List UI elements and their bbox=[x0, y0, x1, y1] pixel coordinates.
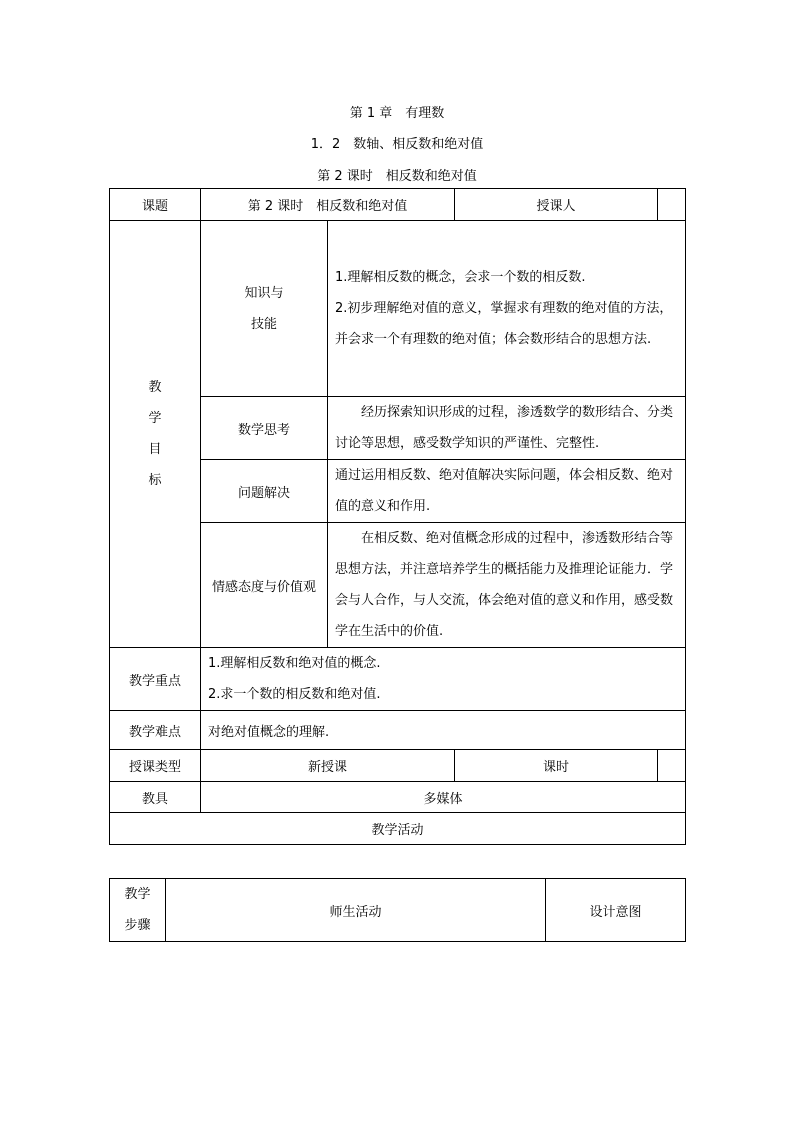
key-points-label: 教学重点 bbox=[110, 648, 201, 711]
lesson-plan-table bbox=[109, 188, 686, 845]
lesson-type-value: 新授课 bbox=[201, 750, 455, 782]
knowledge-skill-label: 知识与 技能 bbox=[201, 221, 328, 397]
topic-label: 课题 bbox=[110, 189, 201, 221]
steps-label: 教学 步骤 bbox=[110, 879, 166, 942]
teacher-label: 授课人 bbox=[455, 189, 658, 221]
teacher-value bbox=[658, 189, 686, 221]
lesson-type-label: 授课类型 bbox=[110, 750, 201, 782]
problem-solving-label: 问题解决 bbox=[201, 460, 328, 523]
math-thinking-text: 经历探索知识形成的过程，渗透数学的数形结合、分类讨论等思想，感受数学知识的严谨性、完整性. bbox=[328, 397, 686, 460]
tools-value: 多媒体 bbox=[201, 782, 686, 813]
teacher-student-activity-label: 师生活动 bbox=[166, 879, 546, 942]
chapter-title: 第 1 章 有理数 bbox=[349, 106, 445, 121]
emotion-attitude-text: 在相反数、绝对值概念形成的过程中，渗透数形结合等思想方法，并注意培养学生的概括能力及推理论证能力．学会与人合作，与人交流，体会绝对值的意义和作用，感受数学在生活中的价值. bbox=[328, 523, 686, 648]
activity-table bbox=[109, 878, 686, 942]
lesson-title: 第 2 课时 相反数和绝对值 bbox=[317, 169, 477, 184]
teaching-activities-label: 教学活动 bbox=[110, 813, 686, 845]
problem-solving-text: 通过运用相反数、绝对值解决实际问题，体会相反数、绝对值的意义和作用. bbox=[328, 460, 686, 523]
knowledge-skill-text: 1.理解相反数的概念，会求一个数的相反数. 2.初步理解绝对值的意义，掌握求有理数的绝对值的方法，并会求一个有理数的绝对值；体会数形结合的思想方法. bbox=[328, 221, 686, 397]
design-intent-label: 设计意图 bbox=[546, 879, 686, 942]
emotion-attitude-label: 情感态度与价值观 bbox=[201, 523, 328, 648]
goals-label: 教 学 目 标 bbox=[110, 221, 201, 648]
topic-value: 第 2 课时 相反数和绝对值 bbox=[201, 189, 455, 221]
tools-label: 教具 bbox=[110, 782, 201, 813]
hours-value bbox=[658, 750, 686, 782]
hours-label: 课时 bbox=[455, 750, 658, 782]
key-points-text: 1.理解相反数和绝对值的概念. 2.求一个数的相反数和绝对值. bbox=[201, 648, 686, 711]
difficulty-text: 对绝对值概念的理解. bbox=[201, 711, 686, 750]
math-thinking-label: 数学思考 bbox=[201, 397, 328, 460]
difficulty-label: 教学难点 bbox=[110, 711, 201, 750]
section-title: 1．2 数轴、相反数和绝对值 bbox=[310, 137, 484, 152]
